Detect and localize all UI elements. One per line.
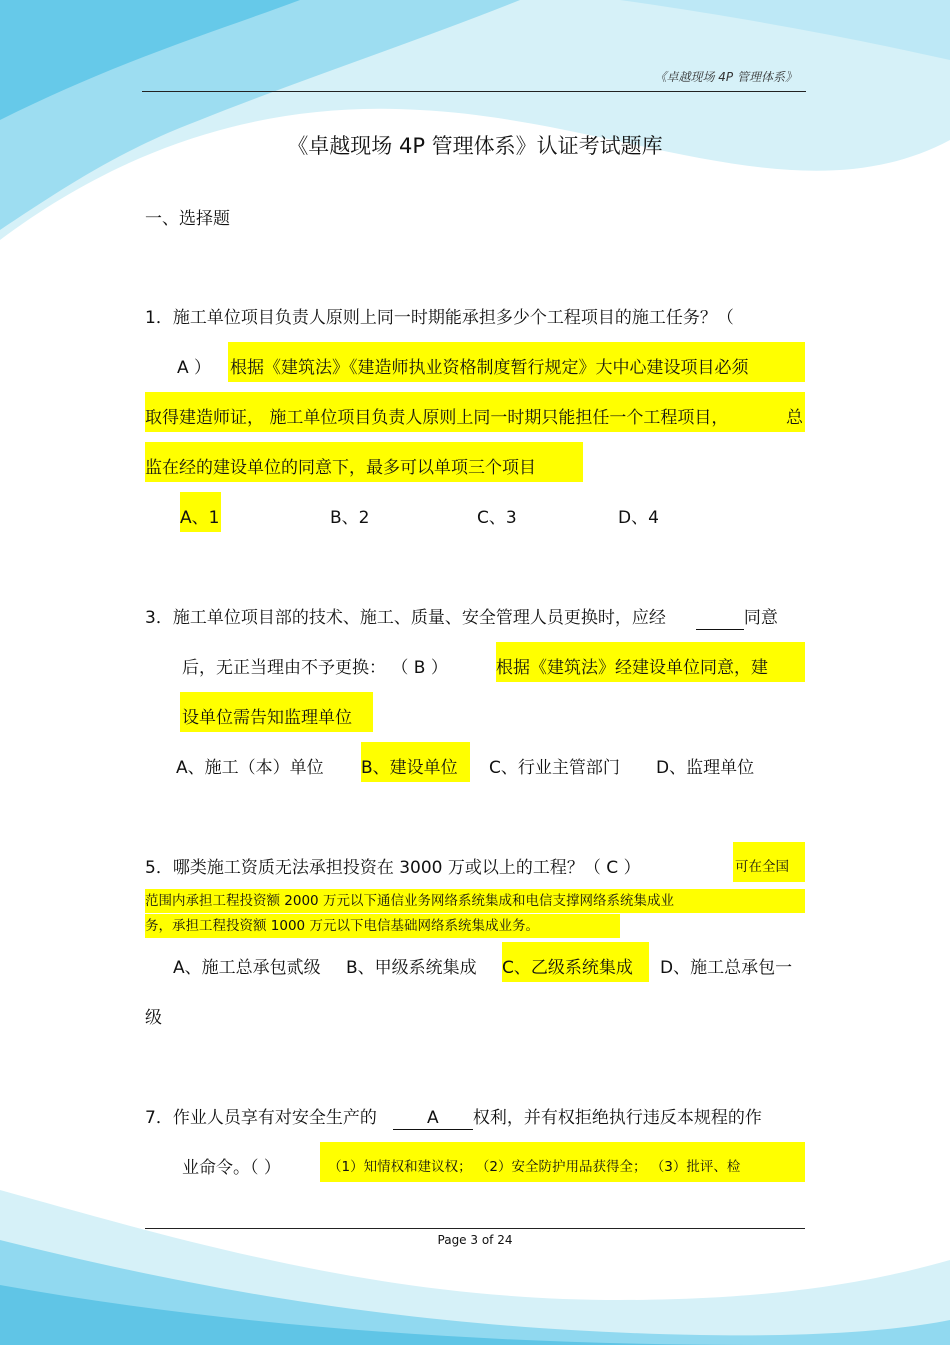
question-5-note-line-1: 可在全国 xyxy=(733,842,805,882)
question-5-note-line-3: 务，承担工程投资额 1000 万元以下电信基础网络系统集成业务。 xyxy=(145,914,620,938)
question-3-option-a: A、施工（本）单位 xyxy=(176,758,324,778)
question-5-option-d: D、施工总承包一 xyxy=(660,958,793,978)
question-7-stem xyxy=(145,1107,762,1130)
question-1-answer: A ） xyxy=(177,358,212,378)
question-1-note-line-2-end: 总 xyxy=(786,408,803,428)
question-1-note-line-2-text: 取得建造师证， 施工单位项目负责人原则上同一时期只能担任一个工程项目， xyxy=(145,408,729,428)
question-3-stem-end: 同意 xyxy=(743,608,778,628)
question-1-option-c: C、3 xyxy=(477,508,517,528)
question-5-note-line-2: 范围内承担工程投资额 2000 万元以下通信业务网络系统集成和电信支撑网络系统集成业 xyxy=(145,889,805,913)
question-1-note-line-3: 监在经的建设单位的同意下，最多可以单项三个项目 xyxy=(145,442,583,482)
question-1-note-line-1: 根据《建筑法》《建造师执业资格制度暂行规定》大中心建设项目必须 xyxy=(228,342,805,382)
question-3-option-c: C、行业主管部门 xyxy=(489,758,620,778)
footer-rule xyxy=(145,1228,805,1229)
question-3-stem xyxy=(145,607,778,630)
question-3-option-d: D、监理单位 xyxy=(656,758,755,778)
question-3-line-2: 后，无正当理由不予更换： （ B ） xyxy=(182,658,448,678)
question-3-note-line-2: 设单位需告知监理单位 xyxy=(180,692,373,732)
question-7-blank-answer: A xyxy=(427,1108,439,1128)
section-heading: 一、选择题 xyxy=(145,209,230,229)
question-1-option-d: D、4 xyxy=(618,508,659,528)
question-3-option-b: B、建设单位 xyxy=(361,742,470,782)
question-7-blank xyxy=(393,1107,473,1130)
page-number: Page 3 of 24 xyxy=(437,1233,513,1247)
question-5-option-a: A、施工总承包贰级 xyxy=(173,958,321,978)
question-7-note-line-1: （1）知情权和建议权； （2）安全防护用品获得全； （3）批评、检 xyxy=(320,1142,805,1182)
question-7-stem-end: 权利，并有权拒绝执行违反本规程的作 xyxy=(472,1108,762,1128)
question-1-stem: 1．施工单位项目负责人原则上同一时期能承担多少个工程项目的施工任务？（ xyxy=(145,308,734,328)
question-5-option-c: C、乙级系统集成 xyxy=(502,942,649,982)
question-7-stem-start: 7．作业人员享有对安全生产的 xyxy=(145,1108,377,1128)
question-3-note-line-1: 根据《建筑法》经建设单位同意，建 xyxy=(496,642,805,682)
document-title: 《卓越现场 4P 管理体系》认证考试题库 xyxy=(287,134,663,158)
question-3-blank xyxy=(696,607,744,630)
question-5-option-b: B、甲级系统集成 xyxy=(346,958,477,978)
running-header: 《卓越现场 4P 管理体系》 xyxy=(654,70,797,84)
question-1-option-b: B、2 xyxy=(330,508,370,528)
question-1-option-a: A、1 xyxy=(180,492,221,532)
question-7-line-2: 业命令。（ ） xyxy=(182,1158,281,1178)
header-rule xyxy=(142,91,806,92)
question-3-stem-start: 3．施工单位项目部的技术、施工、质量、安全管理人员更换时，应经 xyxy=(145,608,666,628)
question-5-stem: 5．哪类施工资质无法承担投资在 3000 万或以上的工程？（ C ） xyxy=(145,858,641,878)
question-5-option-d-wrap: 级 xyxy=(145,1008,162,1028)
question-1-note-line-2 xyxy=(145,392,805,432)
